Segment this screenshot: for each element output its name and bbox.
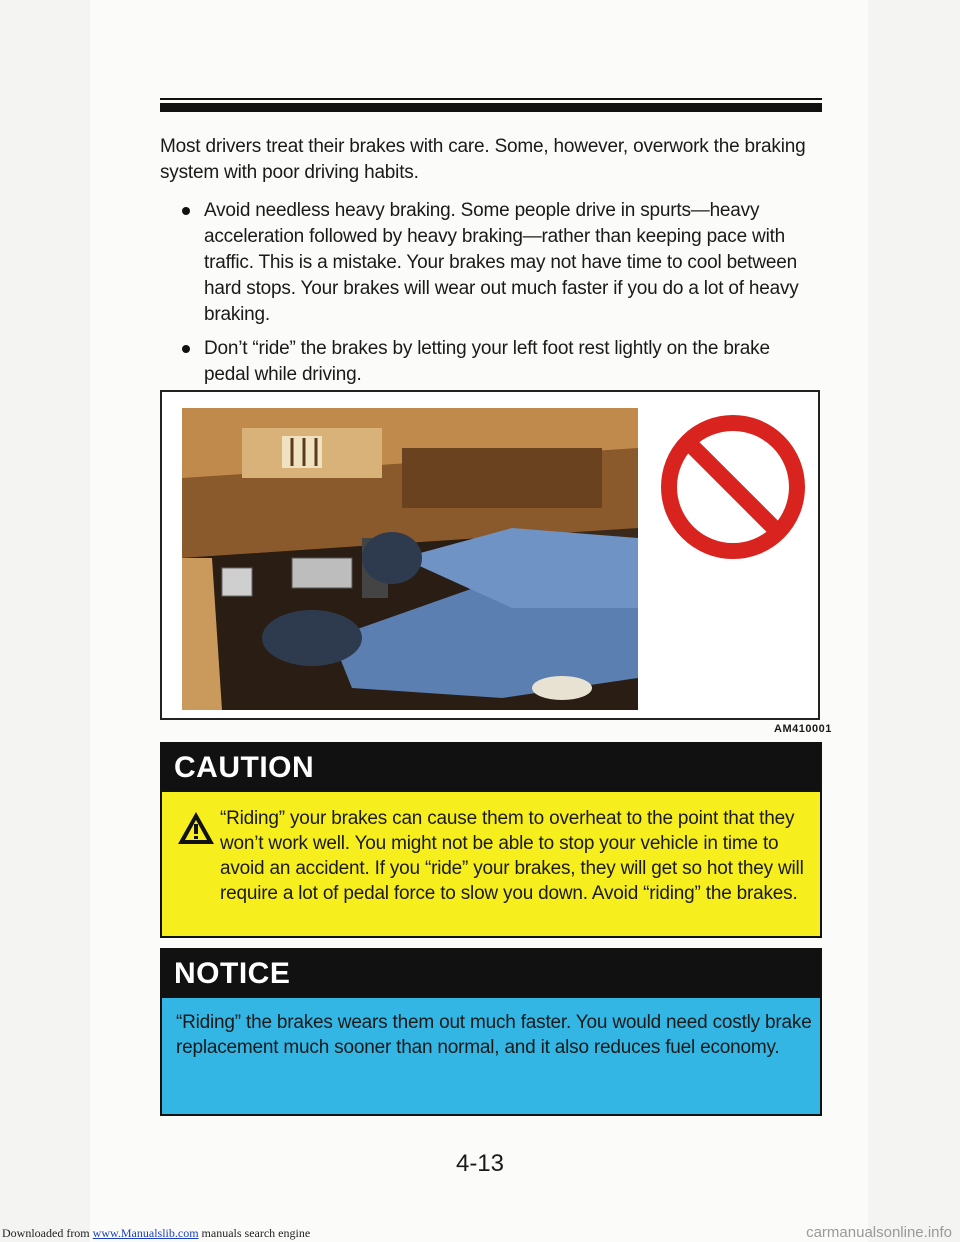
- watermark: carmanualsonline.info: [806, 1224, 952, 1241]
- manualslib-link[interactable]: www.Manualslib.com: [92, 1226, 199, 1240]
- notice-title: NOTICE: [162, 950, 820, 998]
- notice-box: [160, 948, 822, 1116]
- bullet-item: [182, 198, 818, 328]
- notice-text: “Riding” the brakes wears them out much faster. You would need costly brake replacement much sooner than normal, and it also reduces fuel economy.: [176, 1012, 812, 1058]
- bullet-item: [182, 336, 818, 388]
- bullet-text: Don’t “ride” the brakes by letting your left foot rest lightly on the brake pedal while driving.: [204, 338, 770, 385]
- caution-text: “Riding” your brakes can cause them to overheat to the point that they won’t work well. You might not be able to stop your vehicle in time to avoid an accident. If you “ride” your brakes, they will get so hot they will require a lot of pedal force to slow you down. Avoid “riding” the brakes.: [220, 808, 804, 904]
- figure-code: AM410001: [774, 723, 832, 735]
- download-credit-prefix: Downloaded from: [2, 1226, 90, 1240]
- bullet-dot-icon: [182, 207, 190, 215]
- page-number: 4-13: [455, 1150, 505, 1177]
- download-credit: [2, 1226, 310, 1241]
- caution-box: [160, 742, 822, 938]
- caution-title: CAUTION: [162, 744, 820, 792]
- top-rule-thick: [160, 103, 822, 112]
- illustration-frame: [160, 390, 820, 720]
- warning-triangle-icon: [176, 810, 216, 846]
- bullet-list: [182, 198, 818, 396]
- no-sign-icon: [658, 412, 808, 562]
- bullet-dot-icon: [182, 345, 190, 353]
- intro-paragraph: Most drivers treat their brakes with care. Some, however, overwork the braking system with poor driving habits.: [160, 136, 806, 183]
- foot-on-brake-illustration: [182, 408, 638, 710]
- top-rule-thin: [160, 98, 822, 100]
- bullet-text: Avoid needless heavy braking. Some people drive in spurts—heavy acceleration followed by heavy braking—rather than keeping pace with traffic. This is a mistake. Your brakes may not have time to cool between hard stops. Your brakes will wear out much faster if you do a lot of heavy braking.: [204, 200, 799, 325]
- download-credit-suffix: manuals search engine: [201, 1226, 311, 1240]
